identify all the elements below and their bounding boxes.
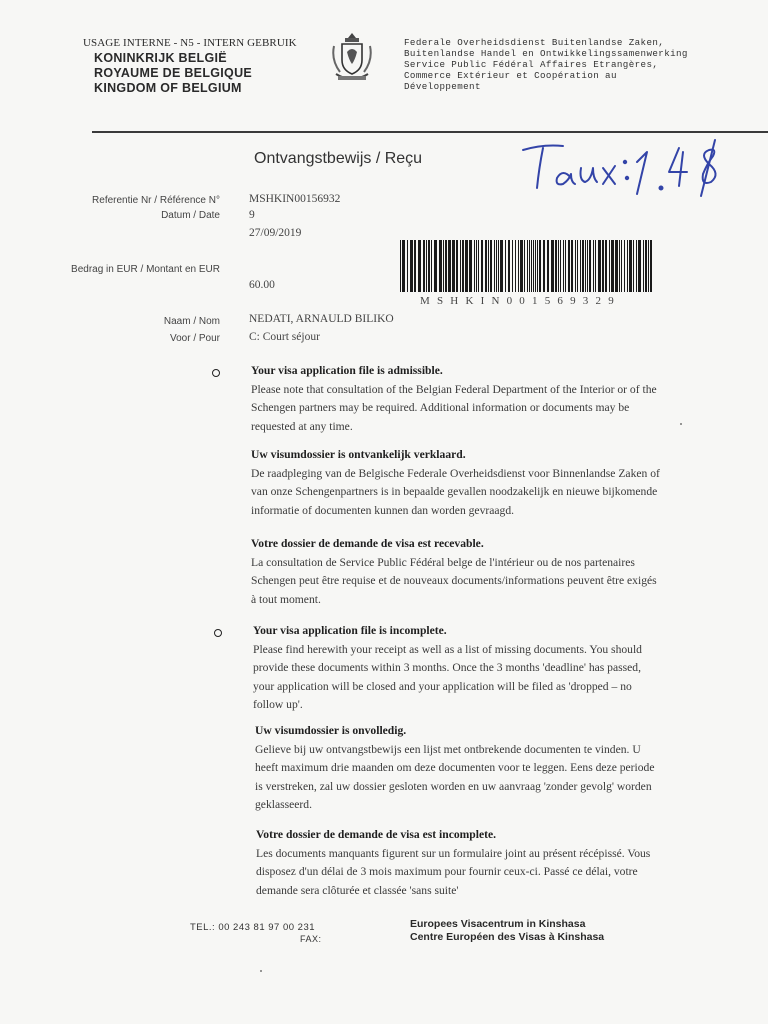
reference-suffix: 9 [249, 209, 255, 221]
barcode-bar [575, 240, 576, 292]
barcode-bar [445, 240, 447, 292]
visa-centre-nl: Europees Visacentrum in Kinshasa [410, 918, 586, 930]
barcode-bar [407, 240, 408, 292]
option-bullet [212, 369, 220, 377]
barcode-bar [638, 240, 641, 292]
section-incomplete-nl [255, 722, 705, 815]
barcode-bar [629, 240, 632, 292]
barcode-bar [547, 240, 549, 292]
barcode-bar [500, 240, 503, 292]
barcode-bar [615, 240, 618, 292]
barcode-bar [448, 240, 451, 292]
barcode-bar [539, 240, 541, 292]
section-line: Please find herewith your receipt as well as a list of missing documents. You should [253, 642, 642, 656]
document-title: Ontvangstbewijs / Reçu [254, 150, 423, 167]
name-value: NEDATI, ARNAULD BILIKO [249, 313, 394, 325]
country-name-fr: ROYAUME DE BELGIQUE [94, 66, 253, 80]
section-heading: Votre dossier de demande de visa est incomplete. [256, 828, 497, 841]
barcode-bar [496, 240, 497, 292]
barcode-bar [426, 240, 427, 292]
section-admissible-nl [251, 446, 701, 520]
barcode-bar [423, 240, 425, 292]
name-label: Naam / Nom [163, 316, 220, 327]
barcode-bar [498, 240, 499, 292]
section-heading: Your visa application file is admissible. [251, 364, 443, 377]
barcode-bar [488, 240, 489, 292]
barcode-bar [533, 240, 534, 292]
barcode-bar [456, 240, 458, 292]
department-line: Développement [404, 81, 481, 92]
barcode-bar [605, 240, 607, 292]
section-admissible-fr [251, 535, 701, 609]
country-name-nl: KONINKRIJK BELGIË [94, 51, 227, 65]
barcode-bar [485, 240, 487, 292]
barcode-bar [650, 240, 652, 292]
barcode-bar [508, 240, 510, 292]
barcode-bar [524, 240, 525, 292]
barcode-bar [476, 240, 477, 292]
barcode-bar [512, 240, 513, 292]
section-incomplete-en [253, 622, 703, 715]
barcode-bar [565, 240, 566, 292]
section-line: geklasseerd. [255, 798, 312, 811]
barcode-bar [402, 240, 405, 292]
barcode-bar [520, 240, 523, 292]
barcode-bar [418, 240, 421, 292]
footer-fax: FAX: [300, 934, 322, 944]
barcode-bar [531, 240, 532, 292]
barcode-bar [593, 240, 594, 292]
department-line: Service Public Fédéral Affaires Etrangères, [404, 59, 659, 70]
usage-classification: USAGE INTERNE - N5 - INTERN GEBRUIK [83, 37, 297, 49]
belgian-coat-of-arms-icon [330, 30, 374, 84]
barcode-bar [633, 240, 634, 292]
section-incomplete-fr [256, 826, 706, 900]
footer-telephone: TEL.: 00 243 81 97 00 231 [190, 922, 316, 933]
barcode-bar [431, 240, 432, 292]
date-value: 27/09/2019 [249, 227, 302, 239]
barcode [398, 240, 656, 292]
barcode-bar [529, 240, 530, 292]
section-line: Schengen peut être requise et de nouveaux documents/informations peuvent être exigés [251, 574, 657, 587]
barcode-bar [481, 240, 483, 292]
department-line: Buitenlandse Handel en Ontwikkelingssamenwerking [404, 48, 688, 59]
barcode-bar [563, 240, 564, 292]
barcode-bar [589, 240, 591, 292]
barcode-bar [469, 240, 472, 292]
barcode-bar [627, 240, 628, 292]
barcode-bar [478, 240, 479, 292]
section-line: van onze Schengenpartners is in bepaalde gevallen noodzakelijk en nieuwe bijkomende [251, 485, 658, 498]
section-line: à tout moment. [251, 592, 321, 606]
scan-speck [260, 970, 262, 972]
section-line: provide these documents within 3 months. Once the 3 months 'deadline' has passed, [253, 661, 641, 674]
barcode-bar [585, 240, 586, 292]
section-line: follow up'. [253, 698, 303, 711]
barcode-bar [428, 240, 430, 292]
barcode-bar [571, 240, 573, 292]
barcode-bar [537, 240, 538, 292]
barcode-bar [582, 240, 584, 292]
amount-value: 60.00 [249, 279, 275, 291]
barcode-bar [580, 240, 581, 292]
section-heading: Your visa application file is incomplete. [253, 624, 447, 637]
barcode-bar [505, 240, 506, 292]
barcode-bar [474, 240, 475, 292]
visa-centre-fr: Centre Européen des Visas à Kinshasa [410, 930, 605, 943]
section-heading: Uw visumdossier is ontvankelijk verklaard. [251, 448, 466, 461]
handwritten-note [515, 132, 745, 202]
barcode-bar [460, 240, 461, 292]
barcode-bar [602, 240, 604, 292]
barcode-bar [636, 240, 637, 292]
section-line: Gelieve bij uw ontvangstbewijs een lijst met ontbrekende documenten te vinden. U [255, 742, 641, 756]
scan-speck [680, 423, 682, 425]
barcode-bar [490, 240, 492, 292]
barcode-bar [609, 240, 610, 292]
barcode-bar [452, 240, 455, 292]
section-line: requested at any time. [251, 419, 353, 433]
reference-value: MSHKIN00156932 [249, 193, 341, 205]
barcode-bar [621, 240, 622, 292]
section-line: La consultation de Service Public Fédéral belge de l'intérieur ou de nos partenaires [251, 555, 635, 569]
barcode-bar [462, 240, 464, 292]
barcode-bar [443, 240, 444, 292]
barcode-bar [555, 240, 557, 292]
country-name-en: KINGDOM OF BELGIUM [94, 81, 242, 95]
section-line: demande sera clôturée et classée 'sans suite' [256, 883, 459, 897]
section-heading: Uw visumdossier is onvolledig. [255, 724, 407, 737]
section-admissible-en [251, 362, 701, 436]
barcode-bar [568, 240, 570, 292]
barcode-bar [527, 240, 528, 292]
department-line: Commerce Extérieur et Coopération au [404, 70, 617, 81]
section-line: Please note that consultation of the Belgian Federal Department of the Interior or of the [251, 382, 657, 396]
barcode-bar [465, 240, 468, 292]
department-name [404, 37, 688, 92]
barcode-bar [624, 240, 625, 292]
section-line: heeft maximum drie maanden om deze documenten voor te leggen. Eens deze periode [255, 761, 655, 774]
section-line: disposez d'un délai de 3 mois maximum pour fournir ceux-ci. Passé ce délai, votre [256, 865, 638, 878]
barcode-bar [439, 240, 442, 292]
department-line: Federale Overheidsdienst Buitenlandse Zaken, [404, 37, 665, 48]
section-line: your application will be closed and your application will be filed as 'dropped – no [253, 679, 632, 693]
section-line: Les documents manquants figurent sur un formulaire joint au présent récépissé. Vous [256, 846, 651, 860]
barcode-number: MSHKIN001569329 [420, 295, 621, 307]
barcode-bar [518, 240, 519, 292]
amount-label: Bedrag in EUR / Montant en EUR [71, 264, 220, 275]
date-label: Datum / Date [161, 210, 220, 221]
barcode-bar [598, 240, 601, 292]
barcode-bar [543, 240, 545, 292]
barcode-bar [414, 240, 416, 292]
barcode-bar [515, 240, 516, 292]
section-line: Schengen partners may be required. Additional information or documents may be [251, 401, 630, 414]
barcode-bar [535, 240, 536, 292]
barcode-bar [587, 240, 588, 292]
section-line: is verstreken, zal uw dossier gesloten worden en uw aanvraag 'zonder gevolg' worden [255, 779, 652, 793]
barcode-bar [410, 240, 413, 292]
barcode-bar [611, 240, 614, 292]
barcode-bar [577, 240, 578, 292]
section-line: De raadpleging van de Belgische Federale Overheidsdienst voor Binnenlandse Zaken of [251, 466, 660, 480]
barcode-bar [643, 240, 644, 292]
barcode-bar [619, 240, 620, 292]
barcode-bar [551, 240, 554, 292]
barcode-bar [560, 240, 561, 292]
reference-label: Referentie Nr / Référence N° [92, 195, 220, 206]
barcode-bar [400, 240, 401, 292]
barcode-bar [645, 240, 647, 292]
purpose-value: C: Court séjour [249, 331, 320, 343]
barcode-bar [434, 240, 437, 292]
visa-centre [410, 918, 604, 943]
section-line: informatie of documenten kunnen dan worden gevraagd. [251, 503, 515, 517]
purpose-label: Voor / Pour [169, 333, 220, 344]
section-heading: Votre dossier de demande de visa est recevable. [251, 537, 484, 550]
barcode-bar [648, 240, 649, 292]
barcode-bar [494, 240, 495, 292]
option-bullet [214, 629, 222, 637]
barcode-bar [558, 240, 559, 292]
barcode-bar [595, 240, 596, 292]
